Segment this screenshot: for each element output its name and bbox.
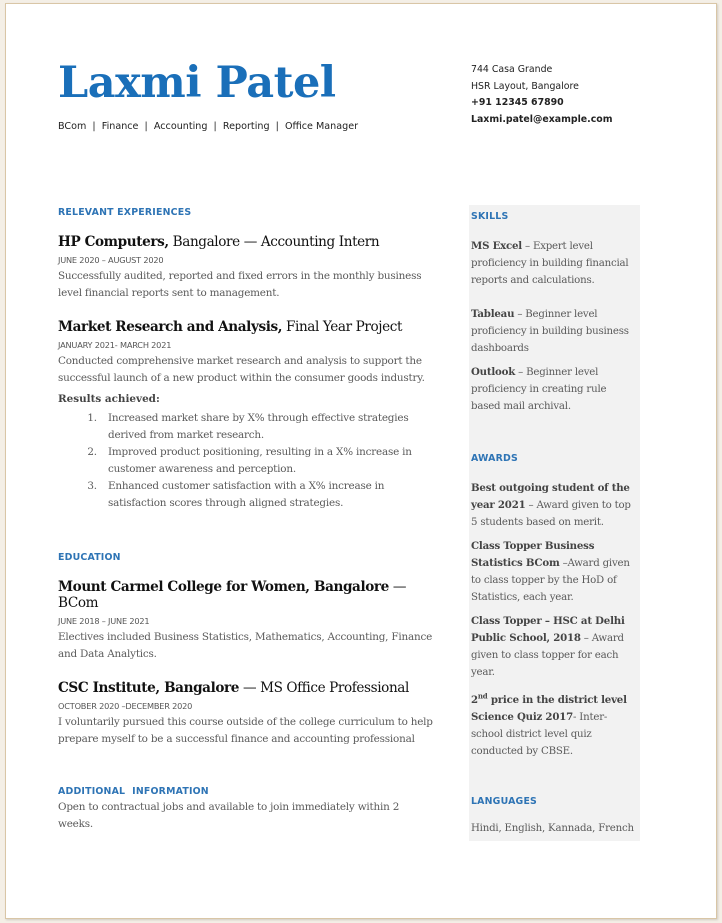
entry-description: I voluntarily pursued this course outside of the college curriculum to help prepare myself to be a successful finance and accounting professional (58, 716, 433, 745)
sidebar (469, 205, 640, 841)
entry-title (58, 234, 436, 250)
entry-title (58, 319, 436, 335)
skill-item (471, 238, 638, 289)
entry-org: CSC Institute, Bangalore (58, 680, 240, 696)
address-line-1: 744 Casa Grande (471, 64, 553, 75)
education-entry (58, 680, 436, 748)
education-entry (58, 579, 436, 663)
entry-detail: — MS Office Professional (239, 680, 409, 696)
entry-description: Successfully audited, reported and fixed errors in the monthly business level financial reports sent to management. (58, 270, 422, 299)
entry-detail: —BCom (58, 579, 407, 611)
tagline: BCom | Finance | Accounting | Reporting | Office Manager (58, 121, 359, 132)
resume-page (5, 3, 717, 919)
award-item (471, 613, 638, 681)
entry-org: Mount Carmel College for Women, Bangalore (58, 579, 389, 595)
award-name: price in the district level Science Quiz 2017 (471, 694, 627, 724)
award-text: – Award given to top 5 students based on merit. (471, 500, 631, 528)
phone: +91 12345 67890 (471, 97, 564, 108)
award-ordinal: 2 (471, 694, 478, 707)
award-text: – Award given to class topper for each year. (471, 633, 624, 678)
additional-heading: ADDITIONAL INFORMATION (58, 786, 209, 797)
skills-heading: SKILLS (471, 211, 509, 222)
contact-block (471, 62, 612, 128)
languages-text: Hindi, English, Kannada, French (471, 823, 634, 835)
award-item (471, 538, 638, 606)
education-heading: EDUCATION (58, 552, 121, 563)
entry-org: HP Computers, (58, 234, 169, 250)
award-name: Class Topper Business Statistics BCom (471, 540, 595, 569)
candidate-name: Laxmi Patel (58, 58, 336, 108)
results-list (58, 410, 436, 512)
email[interactable]: Laxmi.patel@example.com (471, 113, 613, 125)
experience-heading: RELEVANT EXPERIENCES (58, 207, 192, 218)
skill-name: Tableau (471, 308, 515, 320)
award-item (471, 480, 638, 531)
skill-text: – Beginner level proficiency in creating rule based mail archival. (471, 367, 607, 412)
languages-heading: LANGUAGES (471, 796, 538, 808)
award-ordinal-suffix: nd (477, 692, 488, 701)
award-name: Best outgoing student of the year 2021 (471, 482, 630, 511)
entry-dates: JUNE 2020 – AUGUST 2020 (58, 255, 164, 265)
additional-text: Open to contractual jobs and available to join immediately within 2 weeks. (58, 801, 400, 830)
list-item: 3. Enhanced customer satisfaction with a X% increase in satisfaction scores through aligned strategies. (100, 478, 436, 512)
entry-title (58, 579, 436, 611)
skill-name: MS Excel (471, 240, 522, 252)
entry-detail: Bangalore — Accounting Intern (168, 234, 380, 250)
entry-dates: OCTOBER 2020 –DECEMBER 2020 (58, 701, 193, 711)
award-text: - Inter-school district level quiz conducted by CBSE. (471, 712, 608, 758)
entry-title (58, 680, 436, 696)
experience-entry (58, 234, 436, 302)
list-item: 2. Improved product positioning, resulting in a X% increase in customer awareness and perception. (100, 444, 436, 478)
skill-item (471, 306, 638, 357)
entry-description: Conducted comprehensive market research and analysis to support the successful launch of a new product within the consumer goods industry. (58, 355, 425, 384)
entry-dates: JANUARY 2021- MARCH 2021 (58, 340, 172, 350)
entry-description: Electives included Business Statistics, Mathematics, Accounting, Finance and Data Analytics. (58, 631, 433, 660)
results-label: Results achieved: (58, 393, 160, 405)
awards-heading: AWARDS (471, 453, 518, 464)
skill-text: – Beginner level proficiency in building business dashboards (471, 309, 629, 354)
skill-name: Outlook (471, 366, 516, 378)
entry-dates: JUNE 2018 – JUNE 2021 (58, 616, 150, 626)
entry-org: Market Research and Analysis, (58, 319, 283, 335)
award-name: Class Topper – HSC at Delhi Public School, 2018 (471, 615, 625, 644)
award-text: –Award given to class topper by the HoD of Statistics, each year. (471, 558, 630, 603)
skill-text: – Expert level proficiency in building financial reports and calculations. (471, 241, 629, 286)
address-line-2: HSR Layout, Bangalore (471, 80, 579, 92)
skill-item (471, 364, 638, 415)
award-item (471, 688, 638, 760)
entry-detail: Final Year Project (282, 319, 403, 335)
main-column (58, 207, 436, 833)
list-item: 1. Increased market share by X% through effective strategies derived from market research. (100, 410, 436, 444)
experience-entry (58, 319, 436, 512)
